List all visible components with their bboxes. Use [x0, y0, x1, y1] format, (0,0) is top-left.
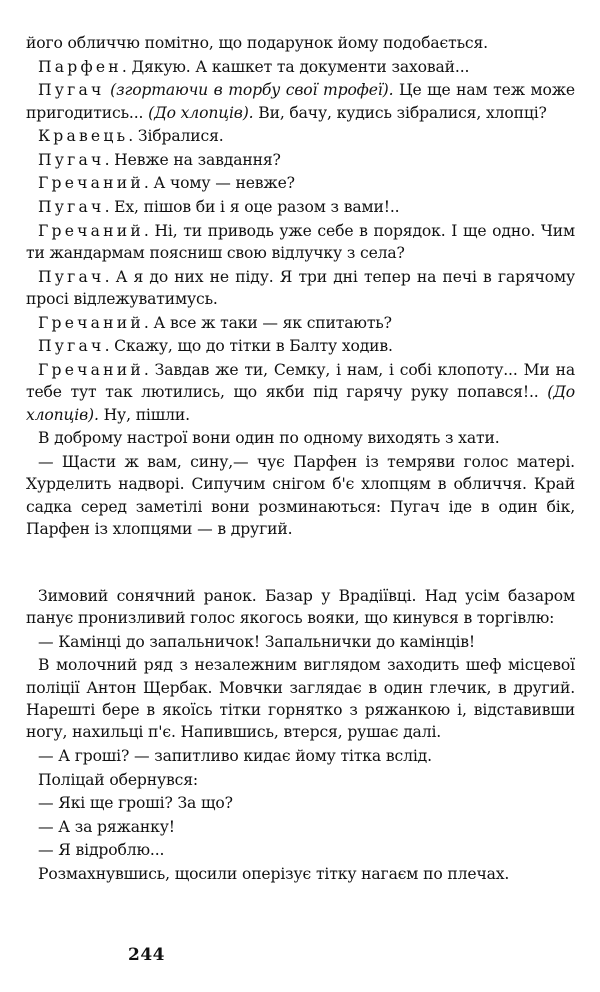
text-run: . Невже на завдання?: [104, 150, 281, 169]
speaker-name: Пугач: [38, 81, 105, 100]
text-run: . Зібралися.: [128, 127, 224, 146]
text-run: . А чому — невже?: [143, 174, 295, 193]
paragraph: [26, 585, 575, 630]
stage-direction: (До хлопців).: [148, 103, 254, 122]
paragraph: [26, 359, 575, 426]
paragraph: [26, 125, 575, 147]
speaker-name: Пугач: [38, 267, 105, 286]
text-run: — Щасти ж вам, сину,— чує Парфен із темряви голос матері. Хурделить надворі. Сипучим снігом б'є хлопцям в обличчя. Край садка серед заметілі вони розминаються: Пугач іде в один бік, Парфен із хлопцями — в другий.: [26, 452, 575, 538]
speaker-name: Кравець: [38, 127, 129, 146]
paragraph: [26, 839, 575, 861]
paragraph: [26, 32, 575, 54]
speaker-name: Гречаний: [38, 221, 144, 240]
text-run: Ви, бачу, кудись зібралися, хлопці?: [253, 103, 547, 122]
text-run: — А за ряжанку!: [38, 817, 175, 836]
speaker-name: Пугач: [38, 337, 105, 356]
text-run: Зимовий сонячний ранок. Базар у Врадіївці. Над усім базаром панує пронизливий голос якогось вояки, що кинувся в торгівлю:: [26, 586, 575, 627]
speaker-name: Пугач: [38, 150, 105, 169]
text-run: . Завдав же ти, Семку, і нам, і собі клопоту... Ми на тебе тут так лютились, що якби під гарячу руку попався!..: [26, 360, 575, 402]
speaker-name: Гречаний: [38, 360, 144, 379]
page-number: 244: [128, 945, 165, 965]
paragraph: [26, 745, 575, 767]
stage-direction: (згортаючи в торбу свої трофеї).: [110, 81, 394, 100]
text-run: — Камінці до запальничок! Запальнички до камінців!: [38, 632, 476, 651]
paragraph: [26, 335, 575, 357]
paragraph: [26, 220, 575, 265]
paragraph: [26, 196, 575, 218]
speaker-name: Парфен: [38, 57, 122, 76]
text-run: Поліцай обернувся:: [38, 770, 199, 789]
speaker-name: Гречаний: [38, 174, 144, 193]
paragraph: [26, 172, 575, 194]
speaker-name: Гречаний: [38, 313, 144, 332]
paragraph: [26, 863, 575, 885]
paragraph: [26, 312, 575, 334]
paragraph: [26, 451, 575, 541]
text-run: Ну, пішли.: [98, 405, 190, 424]
text-run: його обличчю помітно, що подарунок йому подобається.: [26, 34, 488, 52]
paragraph: [26, 79, 575, 124]
scene-break: [26, 542, 575, 585]
text-run: . Ех, пішов би і я оце разом з вами!..: [104, 197, 400, 216]
stage-direction: (До хлопців).: [26, 383, 575, 424]
paragraph: [26, 631, 575, 653]
paragraph: [26, 56, 575, 78]
paragraph: [26, 654, 575, 744]
text-run: Це ще нам теж може пригодитись...: [26, 81, 575, 122]
text-run: . Дякую. А кашкет та документи заховай...: [121, 57, 470, 76]
speaker-name: Пугач: [38, 197, 105, 216]
text-run: Розмахнувшись, щосили оперізує тітку нагаєм по плечах.: [38, 864, 510, 883]
text-run: . А я до них не піду. Я три дні тепер на печі в гарячому просі відлежуватимусь.: [26, 267, 575, 308]
paragraph: [26, 427, 575, 449]
paragraph: [26, 816, 575, 838]
paragraph: [26, 792, 575, 814]
text-run: . Скажу, що до тітки в Балту ходив.: [104, 337, 393, 356]
text-run: — Я відроблю...: [38, 841, 165, 860]
paragraph: [26, 266, 575, 311]
text-run: — Які ще гроші? За що?: [38, 794, 233, 813]
text-run: — А гроші? — запитливо кидає йому тітка вслід.: [38, 746, 432, 765]
paragraph: [26, 769, 575, 791]
text-run: В молочний ряд з незалежним виглядом заходить шеф місцевої поліції Антон Щербак. Мовчки заглядає в один глечик, в другий. Нарешті бере в якоїсь тітки горнятко з ряжанкою і, відставивши ногу, нахильці п'є. Напившись, втерся, рушає далі.: [26, 656, 575, 742]
text-run: . Ні, ти приводь уже себе в порядок. І ще одно. Чим ти жандармам поясниш свою відлучку з села?: [26, 221, 575, 262]
page-body-text: [26, 32, 575, 887]
text-run: В доброму настрої вони один по одному виходять з хати.: [38, 429, 500, 448]
paragraph: [26, 149, 575, 171]
text-run: . А все ж таки — як спитають?: [143, 313, 392, 332]
